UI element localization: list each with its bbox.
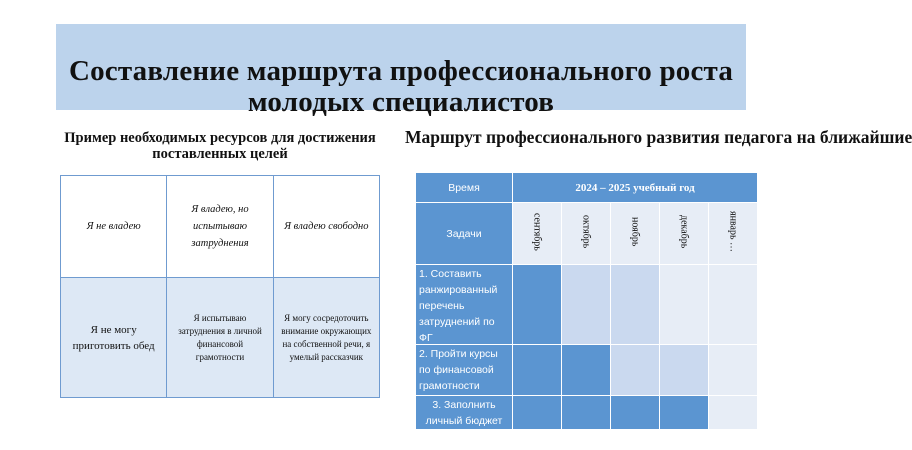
- resources-table: [60, 175, 380, 398]
- schedule-cell: [562, 396, 611, 430]
- schedule-cell: [660, 396, 709, 430]
- resources-heading: Пример необходимых ресурсов для достижения поставленных целей: [64, 130, 376, 162]
- year-label: 2024 – 2025 учебный год: [513, 173, 758, 203]
- schedule-cell: [709, 345, 758, 396]
- resources-value-cell: Я могу сосредоточить внимание окружающих на собственной речи, я умелый рассказчик: [273, 278, 379, 398]
- route-heading: Маршрут профессионального развития педагога на ближайшие: [405, 127, 912, 147]
- task-label: 3. Заполнить личный бюджет: [416, 396, 513, 430]
- schedule-cell: [611, 265, 660, 345]
- resources-value-cell: Я не могу приготовить обед: [61, 278, 167, 398]
- task-label: 2. Пройти курсы по финансовой грамотности: [416, 345, 513, 396]
- resources-header-cell: Я владею свободно: [273, 176, 379, 278]
- schedule-cell: [709, 396, 758, 430]
- month-header: январь …: [709, 203, 758, 265]
- schedule-cell: [611, 345, 660, 396]
- month-header: октябрь: [562, 203, 611, 265]
- schedule-cell: [660, 345, 709, 396]
- resources-header-cell: Я владею, но испытываю затруднения: [167, 176, 273, 278]
- schedule-cell: [709, 265, 758, 345]
- route-month-row: [416, 203, 758, 265]
- route-table: [415, 172, 758, 430]
- task-label: 1. Составить ранжированный перечень затруднений по ФГ: [416, 265, 513, 345]
- tasks-label: Задачи: [416, 203, 513, 265]
- schedule-cell: [513, 345, 562, 396]
- resources-header-cell: Я не владею: [61, 176, 167, 278]
- schedule-cell: [611, 396, 660, 430]
- route-task-row: [416, 396, 758, 430]
- route-task-row: [416, 345, 758, 396]
- schedule-cell: [562, 345, 611, 396]
- month-header: сентябрь: [513, 203, 562, 265]
- resources-header-row: [61, 176, 380, 278]
- schedule-cell: [513, 265, 562, 345]
- schedule-cell: [562, 265, 611, 345]
- resources-value-cell: Я испытываю затруднения в личной финансовой грамотности: [167, 278, 273, 398]
- month-header: ноябрь: [611, 203, 660, 265]
- title-banner: [56, 24, 746, 118]
- route-year-row: [416, 173, 758, 203]
- resources-value-row: [61, 278, 380, 398]
- slide-title: Составление маршрута профессионального роста молодых специалистов: [68, 55, 734, 118]
- route-task-row: [416, 265, 758, 345]
- schedule-cell: [660, 265, 709, 345]
- month-header: декабрь: [660, 203, 709, 265]
- schedule-cell: [513, 396, 562, 430]
- time-label: Время: [416, 173, 513, 203]
